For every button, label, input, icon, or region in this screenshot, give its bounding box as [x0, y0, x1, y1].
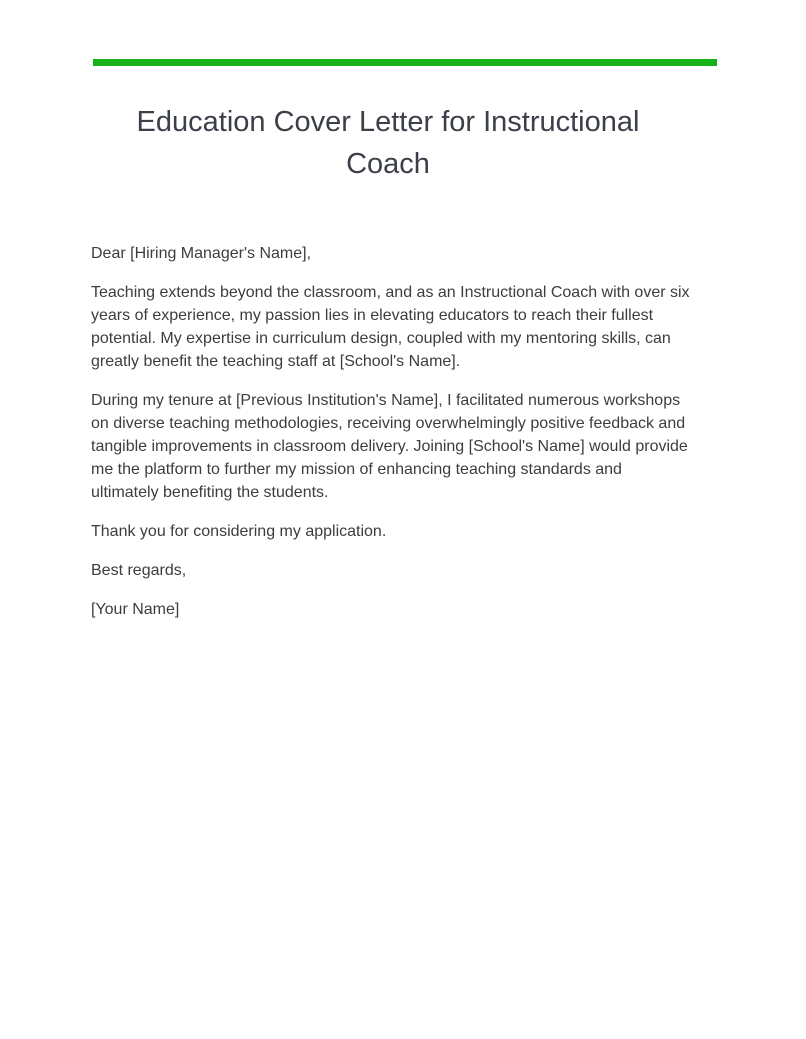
- body-paragraph-2: During my tenure at [Previous Institution's Name], I facilitated numerous workshops on diverse teaching methodologies, receiving overwhelmingly positive feedback and tangible improvements in classroom delivery. Joining [School's Name] would provide me the platform to further my mission of enhancing teaching standards and ultimately benefiting the students.: [91, 392, 688, 501]
- letter-body: [91, 242, 691, 637]
- closing: Best regards,: [91, 562, 187, 579]
- body-paragraph-1: Teaching extends beyond the classroom, and as an Instructional Coach with over six years of experience, my passion lies in elevating educators to reach their fullest potential. My expertise in curriculum design, coupled with my mentoring skills, can greatly benefit the teaching staff at [School's Name].: [91, 284, 690, 370]
- accent-bar: [93, 59, 717, 66]
- document-title: Education Cover Letter for Instructional Coach: [136, 106, 640, 180]
- salutation: Dear [Hiring Manager's Name],: [91, 245, 312, 262]
- thanks-line: Thank you for considering my application.: [91, 523, 387, 540]
- signature: [Your Name]: [91, 601, 180, 618]
